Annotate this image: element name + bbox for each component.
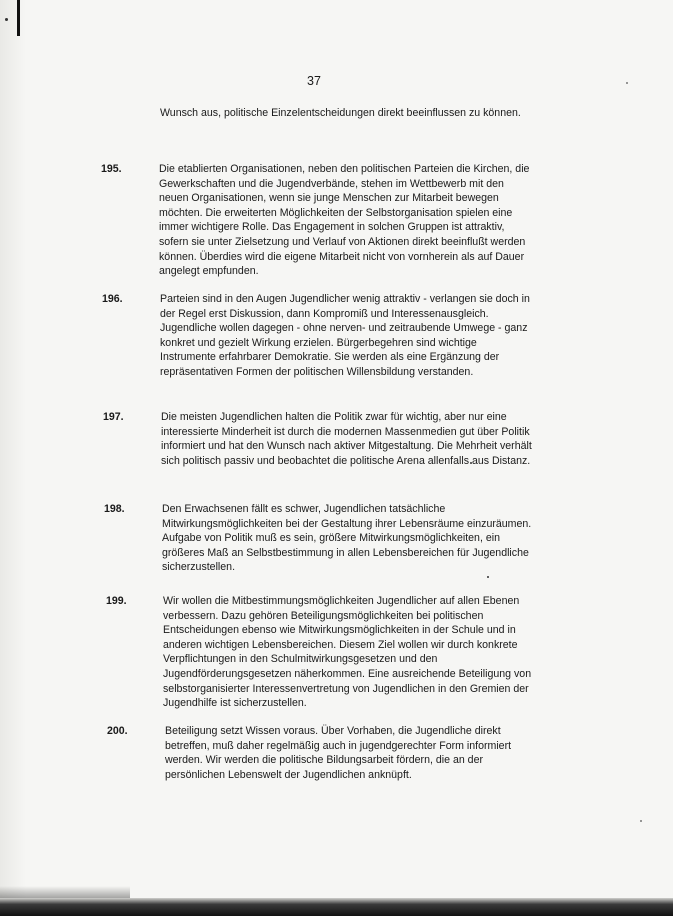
scan-left-edge (0, 0, 26, 916)
scan-speck (626, 82, 628, 84)
paragraph-number: 196. (102, 293, 123, 305)
paragraph-text: Die meisten Jugendlichen halten die Politik zwar für wichtig, aber nur eine interessierte Minderheit ist durch die modernen Massenmedien gut über Politik informiert und hat den Wunsch nach aktiver Mitgestaltung. Die Mehrheit verhält sich politisch passiv und beobachtet die politische Arena allenfalls aus Distanz. (161, 411, 532, 467)
intro-text: Wunsch aus, politische Einzelentscheidungen direkt beeinflussen zu können. (160, 107, 521, 119)
scan-speck (640, 820, 642, 822)
binding-mark (17, 0, 20, 36)
paragraph-text: Wir wollen die Mitbestimmungsmöglichkeiten Jugendlicher auf allen Ebenen verbessern. Dazu gehören Beteiligungsmöglichkeiten bei politischen Entscheidungen ebenso wie Mitwirkungsmöglichkeiten in der Schule und in anderen wichtigen Lebensbereichen. Diesem Ziel wollen wir durch konkrete Verpflichtungen in den Schulmitwirkungsgesetzen und den Jugendförderungsgesetzen näherkommen. Eine ausreichende Beteiligung von selbstorganisierter Interessenvertretung von Jugendlichen in den Gremien der Jugendhilfe ist sicherzustellen. (163, 595, 532, 710)
paragraph-text: Den Erwachsenen fällt es schwer, Jugendlichen tatsächliche Mitwirkungsmöglichkeiten bei der Gestaltung ihrer Lebensräume einzuräumen. Aufgabe von Politik muß es sein, größere Mitwirkungsmöglichkeiten, ein größeres Maß an Selbstbestimmung in allen Lebensbereichen für Jugendliche sicherzustellen. (162, 503, 532, 574)
paragraph-number: 198. (104, 503, 125, 515)
paragraph-text: Parteien sind in den Augen Jugendlicher wenig attraktiv - verlangen sie doch in der Regel erst Diskussion, dann Kompromiß und Interessenausgleich. Jugendliche wollen dagegen - ohne nerven- und zeitraubende Umwege - ganz konkret und gezielt Wirkung erzielen. Bürgerbegehren sind wichtige Instrumente erfahrbarer Demokratie. Sie werden als eine Ergänzung der repräsentativen Formen der politischen Willensbildung verstanden. (160, 293, 530, 378)
scan-speck (487, 576, 489, 578)
scan-speck (5, 18, 8, 21)
paragraph-number: 199. (106, 595, 127, 607)
page-number: 37 (307, 74, 321, 88)
paragraph-number: 195. (101, 163, 122, 175)
paragraph-text: Die etablierten Organisationen, neben den politischen Parteien die Kirchen, die Gewerkschaften und die Jugendverbände, stehen im Wettbewerb mit den neuen Organisationen, wenn sie junge Menschen zur Mitarbeit bewegen möchten. Die erweiterten Möglichkeiten der Selbstorganisation spielen eine immer wichtigere Rolle. Das Engagement in solchen Gruppen ist attraktiv, sofern sie unter Zielsetzung und Verlauf von Aktionen direkt beeinflußt werden können. Überdies wird die eigene Mitarbeit nicht von vornherein als auf Dauer angelegt empfunden. (159, 163, 530, 278)
paragraph-text: Beteiligung setzt Wissen voraus. Über Vorhaben, die Jugendliche direkt betreffen, muß daher regelmäßig auch in jugendgerechter Form informiert werden. Wir werden die politische Bildungsarbeit fördern, die an der persönlichen Lebenswelt der Jugendlichen anknüpft. (165, 725, 512, 781)
scan-bottom-edge (0, 898, 673, 916)
paragraph-number: 200. (107, 725, 128, 737)
paragraph-number: 197. (103, 411, 124, 423)
